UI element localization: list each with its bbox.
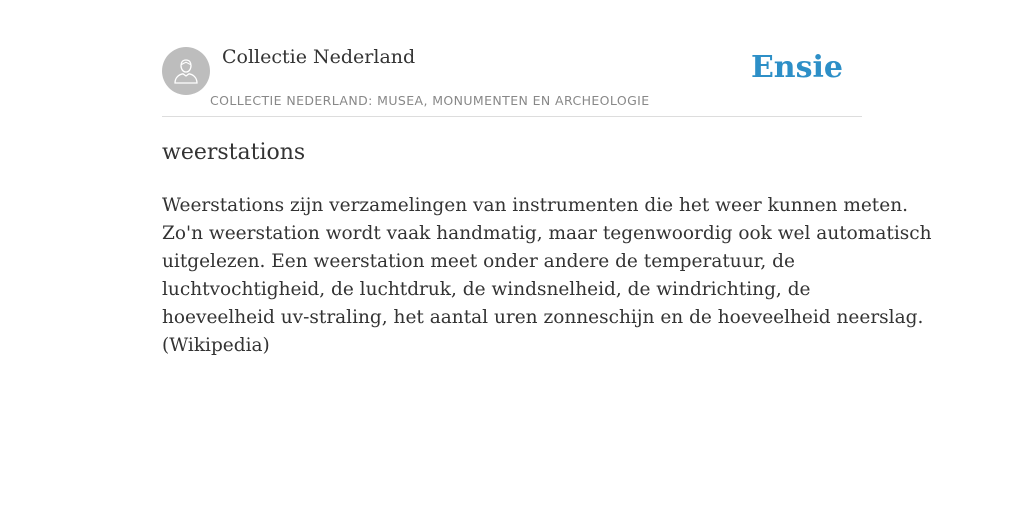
user-silhouette-icon <box>171 56 201 86</box>
author-header <box>162 40 862 117</box>
definition-line: hoeveelheid uv-straling, het aantal uren zonneschijn en de hoeveelheid neerslag. <box>162 307 924 328</box>
definition-line: Weerstations zijn verzamelingen van instrumenten die het weer kunnen meten. <box>162 195 908 216</box>
avatar[interactable] <box>162 47 210 95</box>
source-label[interactable]: COLLECTIE NEDERLAND: MUSEA, MONUMENTEN EN ARCHEOLOGIE <box>210 93 650 108</box>
definition-line: Zo'n weerstation wordt vaak handmatig, maar tegenwoordig ook wel automatisch <box>162 223 932 244</box>
page-title: weerstations <box>162 140 306 165</box>
definition-text <box>162 192 932 360</box>
definition-line: luchtvochtigheid, de luchtdruk, de windsnelheid, de windrichting, de <box>162 279 811 300</box>
definition-line: uitgelezen. Een weerstation meet onder andere de temperatuur, de <box>162 251 795 272</box>
author-name[interactable]: Collectie Nederland <box>222 46 416 68</box>
brand-logo[interactable]: Ensie <box>750 50 843 85</box>
definition-line: (Wikipedia) <box>162 335 270 356</box>
